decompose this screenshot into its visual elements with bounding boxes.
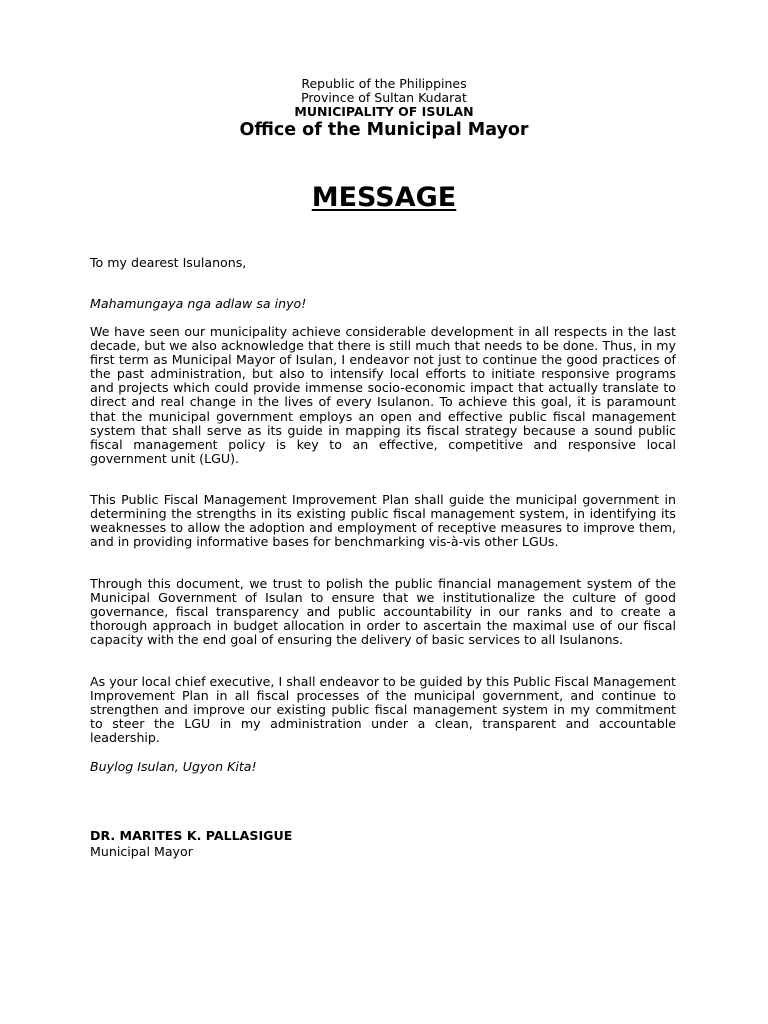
republic-line: Republic of the Philippines <box>301 76 467 91</box>
closing-line: Buylog Isulan, Ugyon Kita! <box>90 759 257 774</box>
province-line: Province of Sultan Kudarat <box>301 90 467 105</box>
signatory-name: DR. MARITES K. PALLASIGUE <box>90 828 293 843</box>
letterhead <box>0 77 768 141</box>
paragraph-2: This Public Fiscal Management Improvement Plan shall guide the municipal government in determining the strengths in its existing public fiscal management system, in identifying its weaknesses to allow the adoption and employment of receptive measures to improve them, and in providing informative bases for benchmarking vis-à-vis other LGUs. <box>90 492 676 550</box>
paragraph-3: Through this document, we trust to polish the public financial management system of the Municipal Government of Isulan to ensure that we institutionalize the culture of good governance, fiscal transparency and public accountability in our ranks and to create a thorough approach in budget allocation in order to ascertain the maximal use of our fiscal capacity with the end goal of ensuring the delivery of basic services to all Isulanons. <box>90 576 676 648</box>
greeting: Mahamungaya nga adlaw sa inyo! <box>90 296 307 311</box>
message-title: MESSAGE <box>311 182 457 213</box>
paragraph-1: We have seen our municipality achieve considerable development in all respects in the last decade, but we also acknowledge that there is still much that needs to be done. Thus, in my first term as Municipal Mayor of Isulan, I endeavor not just to continue the good practices of the past administration, but also to intensify local efforts to initiate responsive programs and projects which could provide immense socio-economic impact that actually translate to direct and real change in the lives of every Isulanon. To achieve this goal, it is paramount that the municipal government employs an open and effective public fiscal management system that shall serve as its guide in mapping its fiscal strategy because a sound public fiscal management policy is key to an effective, competitive and responsive local government unit (LGU). <box>90 324 676 466</box>
signatory-position: Municipal Mayor <box>90 844 193 859</box>
municipality-line: MUNICIPALITY OF ISULAN <box>294 104 474 119</box>
salutation: To my dearest Isulanons, <box>90 255 247 270</box>
paragraph-4: As your local chief executive, I shall endeavor to be guided by this Public Fiscal Management Improvement Plan in all fiscal processes of the municipal government, and continue to strengthen and improve our existing public fiscal management system in my commitment to steer the LGU in my administration under a clean, transparent and accountable leadership. <box>90 674 676 746</box>
office-heading: Office of the Municipal Mayor <box>239 120 529 140</box>
